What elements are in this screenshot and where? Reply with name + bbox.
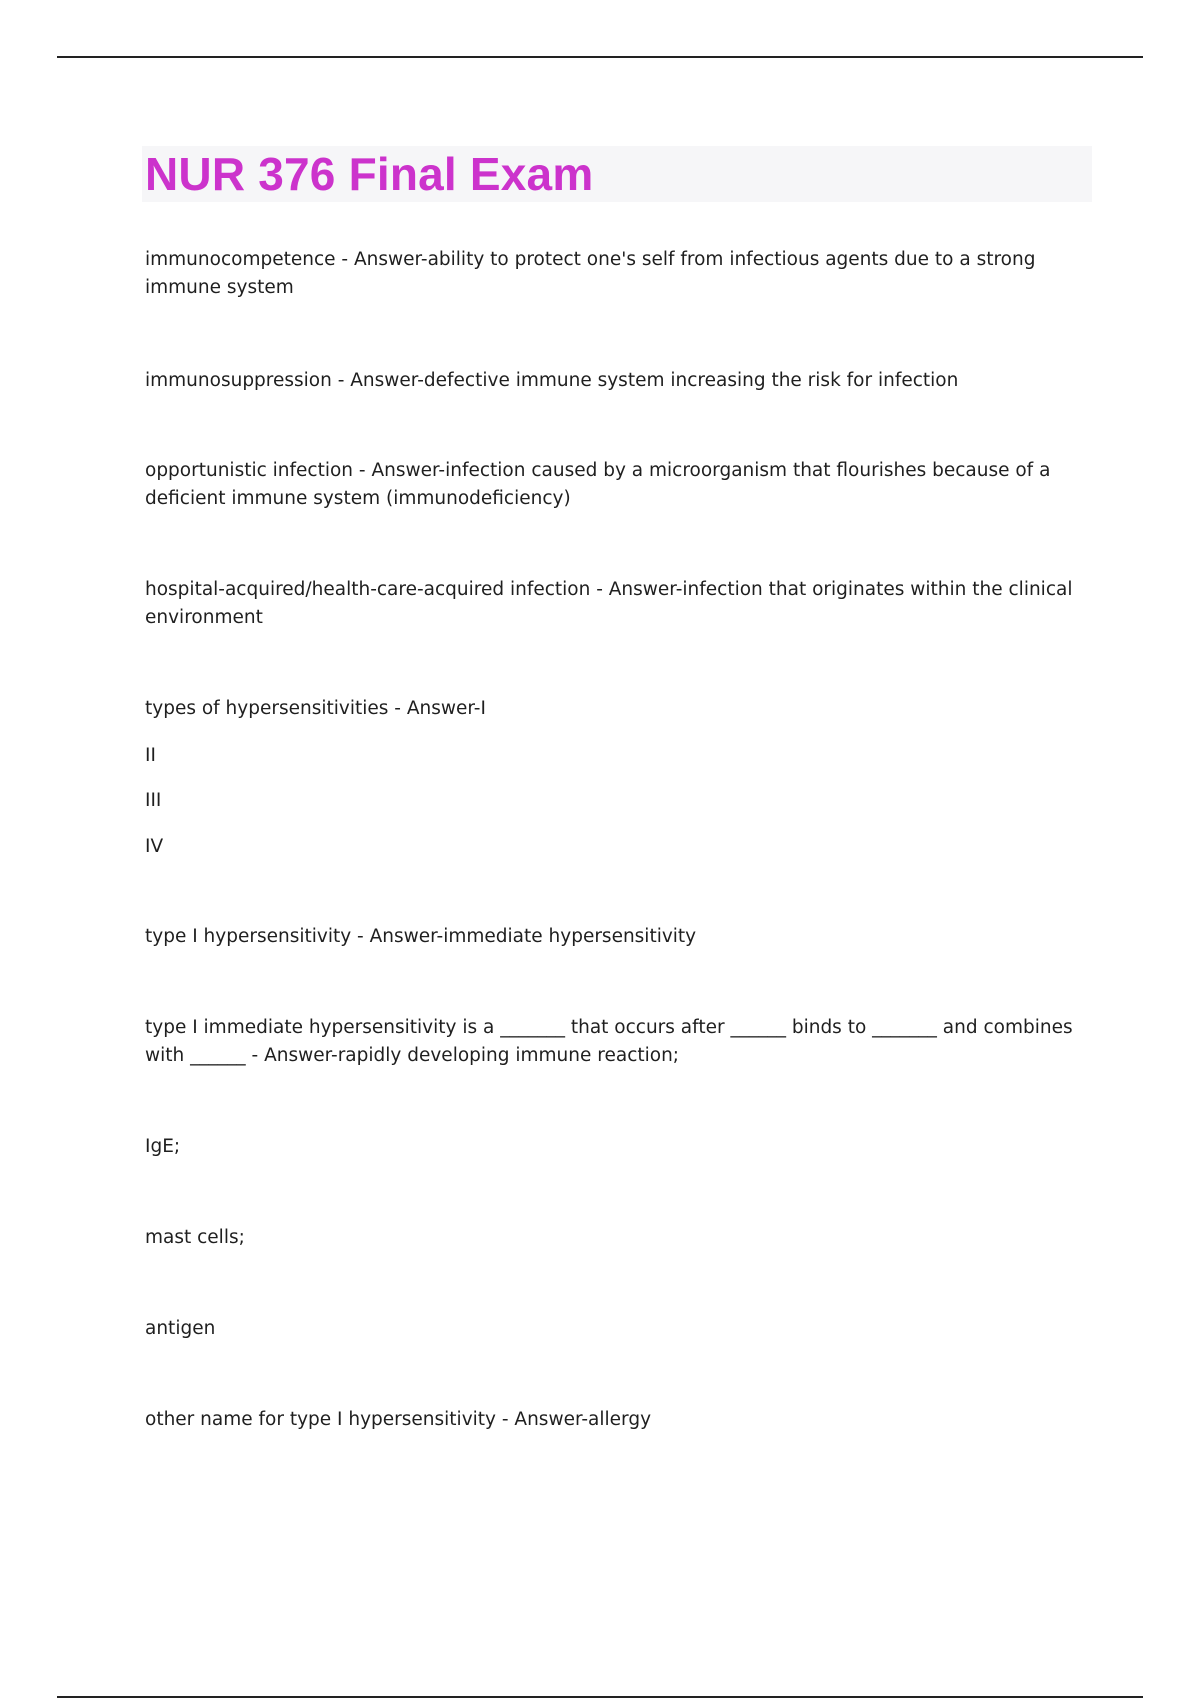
qa-entry-other-name-type-i: other name for type I hypersensitivity - Answer-allergy bbox=[145, 1409, 652, 1430]
header-rule bbox=[57, 56, 1143, 58]
qa-entry-type-iii: III bbox=[145, 790, 162, 811]
qa-entry-opportunistic-infection: opportunistic infection - Answer-infection caused by a microorganism that flourishes because of a deficient immune system (immunodeficiency) bbox=[145, 460, 1051, 509]
qa-entry-immunosuppression: immunosuppression - Answer-defective immune system increasing the risk for infection bbox=[145, 370, 959, 391]
qa-entry-antigen: antigen bbox=[145, 1318, 216, 1339]
footer-rule bbox=[57, 1696, 1143, 1698]
qa-entry-hospital-acquired-infection: hospital-acquired/health-care-acquired infection - Answer-infection that originates within the clinical environment bbox=[145, 579, 1073, 628]
qa-entry-mast-cells: mast cells; bbox=[145, 1227, 245, 1248]
document-title: NUR 376 Final Exam bbox=[145, 148, 594, 200]
qa-entry-type-i-hypersensitivity: type I hypersensitivity - Answer-immediate hypersensitivity bbox=[145, 926, 697, 947]
qa-entry-types-of-hypersensitivities: types of hypersensitivities - Answer-I bbox=[145, 698, 486, 719]
qa-entry-ige: IgE; bbox=[145, 1136, 181, 1157]
qa-entry-type-ii: II bbox=[145, 745, 156, 766]
qa-entry-immunocompetence: immunocompetence - Answer-ability to protect one's self from infectious agents due to a strong immune system bbox=[145, 249, 1036, 298]
qa-entry-type-i-fill-in-blank: type I immediate hypersensitivity is a _______ that occurs after ______ binds to _______ and combines with ______ - Answer-rapidly developing immune reaction; bbox=[145, 1017, 1073, 1066]
qa-entry-type-iv: IV bbox=[145, 836, 164, 857]
